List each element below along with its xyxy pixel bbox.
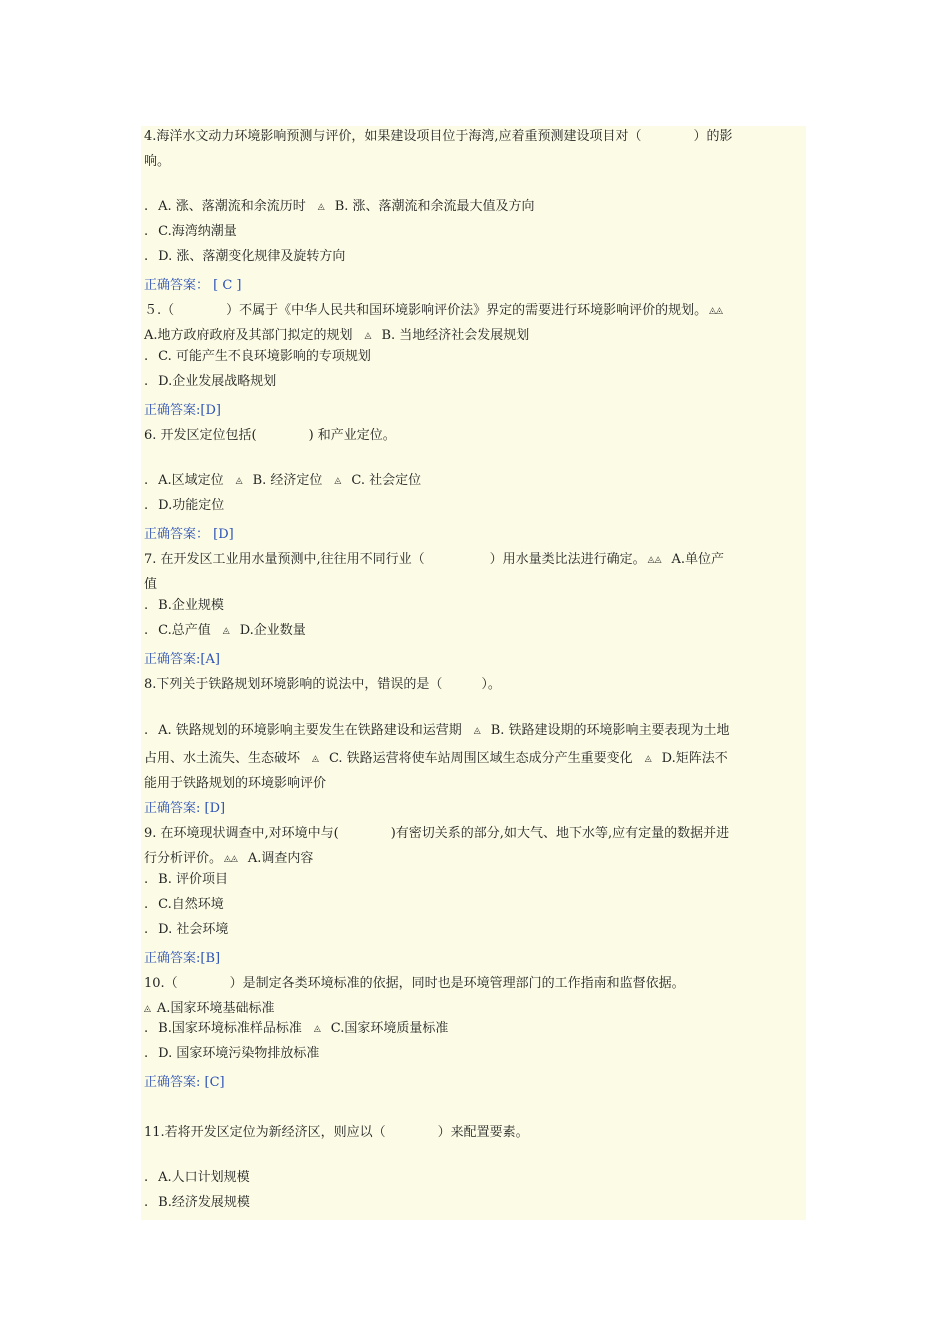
q7-option-a: A.单位产 — [671, 552, 725, 567]
q7-stem-row — [144, 551, 724, 569]
q11-option-a-row — [144, 1169, 250, 1187]
bullet: . — [144, 224, 149, 239]
q8-options-bcd — [144, 750, 728, 768]
q10-option-a: A.国家环境基础标准 — [156, 1001, 275, 1016]
q6-options-abc — [144, 472, 421, 490]
q5-stem: ５.（ ）不属于《中华人民共和国环境影响评价法》界定的需要进行环境影响评价的规划。 — [144, 303, 708, 318]
q5-answer: 正确答案:[D] — [144, 403, 221, 418]
q10-option-d-row — [144, 1045, 319, 1063]
q7-option-b: B.企业规模 — [158, 598, 224, 613]
q8-option-d-cont: 能用于铁路规划的环境影响评价 — [144, 776, 327, 791]
q7-options-cd — [144, 622, 306, 640]
q10-option-b: B.国家环境标准样品标准 — [158, 1021, 302, 1036]
q7-stem-cont: 值 — [144, 577, 158, 592]
q4-option-b: B. 涨、落潮流和余流最大值及方向 — [334, 199, 535, 214]
q4-option-c: C.海湾纳潮量 — [158, 224, 237, 239]
q11-option-a: A.人口计划规模 — [158, 1170, 250, 1185]
marker-icon: ◬ — [144, 1004, 151, 1014]
marker-icon: ◬ — [317, 202, 325, 212]
bullet: . — [144, 872, 149, 887]
q10-option-d: D. 国家环境污染物排放标准 — [158, 1046, 320, 1061]
q4-stem: 4.海洋水文动力环境影响预测与评价，如果建设项目位于海湾,应着重预测建设项目对（ ）的影 — [144, 129, 733, 144]
q6-stem: 6. 开发区定位包括( ) 和产业定位。 — [144, 428, 396, 443]
q5-option-d: D.企业发展战略规划 — [158, 374, 277, 389]
marker-icon: ◬◬ — [647, 555, 662, 565]
bullet: . — [144, 1021, 149, 1036]
bullet: . — [144, 922, 149, 937]
q8-option-c: C. 铁路运营将使车站周围区域生态成分产生重要变化 — [328, 751, 633, 766]
marker-icon: ◬ — [473, 726, 481, 736]
bullet: . — [144, 374, 149, 389]
bullet: . — [144, 1046, 149, 1061]
bullet: . — [144, 249, 149, 264]
q8-stem: 8.下列关于铁路规划环境影响的说法中，错误的是（ ）。 — [144, 677, 501, 692]
q5-option-a: A.地方政府政府及其部门拟定的规划 — [144, 328, 353, 343]
marker-icon: ◬ — [334, 476, 342, 486]
q11-stem: 11.若将开发区定位为新经济区，则应以（ ）来配置要素。 — [144, 1125, 529, 1140]
q7-stem: 7. 在开发区工业用水量预测中,往往用不同行业（ ）用水量类比法进行确定。 — [144, 552, 646, 567]
q9-option-b: B. 评价项目 — [158, 872, 228, 887]
q8-answer: 正确答案: [D] — [144, 801, 226, 816]
q5-option-d-row — [144, 373, 276, 391]
q9-stem: 9. 在环境现状调查中,对环境中与( )有密切关系的部分,如大气、地下水等,应有定量的数据并进 — [144, 826, 730, 841]
q11-option-b-row — [144, 1194, 250, 1212]
bullet: . — [144, 349, 149, 364]
q6-option-d-row — [144, 497, 224, 515]
marker-icon: ◬ — [364, 331, 372, 341]
bullet: . — [144, 897, 149, 912]
q10-option-c: C.国家环境质量标准 — [330, 1021, 449, 1036]
bullet: . — [144, 473, 149, 488]
q6-option-d: D.功能定位 — [158, 498, 225, 513]
q9-stem-cont-row — [144, 850, 313, 868]
q9-option-d: D. 社会环境 — [158, 922, 229, 937]
marker-icon: ◬ — [235, 476, 243, 486]
q5-option-c-row — [144, 348, 371, 366]
q9-answer: 正确答案:[B] — [144, 951, 221, 966]
q9-stem-cont: 行分析评价。 — [144, 851, 223, 866]
q6-option-c: C. 社会定位 — [351, 473, 422, 488]
marker-icon: ◬ — [222, 626, 230, 636]
q9-option-c: C.自然环境 — [158, 897, 224, 912]
q7-option-c: C.总产值 — [158, 623, 211, 638]
q4-option-d: D. 涨、落潮变化规律及旋转方向 — [158, 249, 346, 264]
q5-option-b: B. 当地经济社会发展规划 — [381, 328, 530, 343]
q7-answer: 正确答案:[A] — [144, 652, 220, 667]
marker-icon: ◬◬ — [709, 306, 723, 316]
marker-icon: ◬ — [644, 754, 652, 764]
marker-icon: ◬ — [313, 1024, 321, 1034]
q6-option-b: B. 经济定位 — [252, 473, 323, 488]
q10-option-a-row — [144, 1000, 274, 1018]
q5-stem-row — [144, 302, 733, 320]
q7-option-b-row — [144, 597, 224, 615]
q8-option-b-cont: 占用、水土流失、生态破坏 — [144, 751, 301, 766]
q5-option-c: C. 可能产生不良环境影响的专项规划 — [158, 349, 371, 364]
q4-options-ab — [144, 198, 535, 216]
q4-stem-cont: 响。 — [144, 154, 171, 169]
q8-option-b: B. 铁路建设期的环境影响主要表现为土地 — [490, 723, 730, 738]
bullet: . — [144, 723, 149, 738]
q4-answer: 正确答案： [ C ] — [144, 278, 242, 293]
q10-answer: 正确答案: [C] — [144, 1075, 225, 1090]
q4-option-a: A. 涨、落潮流和余流历时 — [158, 199, 306, 214]
marker-icon: ◬◬ — [224, 854, 238, 864]
q8-option-d: D.矩阵法不 — [661, 751, 728, 766]
q9-option-c-row — [144, 896, 224, 914]
q10-stem: 10.（ ）是制定各类环境标准的依据，同时也是环境管理部门的工作指南和监督依据。 — [144, 976, 685, 991]
q4-options-c-row — [144, 223, 237, 241]
q8-options-ab — [144, 722, 730, 740]
q6-option-a: A.区域定位 — [158, 473, 224, 488]
bullet: . — [144, 1195, 149, 1210]
bullet: . — [144, 623, 149, 638]
q5-options-ab — [144, 327, 529, 345]
q6-answer: 正确答案： [D] — [144, 527, 234, 542]
q4-options-d-row — [144, 248, 345, 266]
q11-option-b: B.经济发展规模 — [158, 1195, 250, 1210]
bullet: . — [144, 1170, 149, 1185]
q9-option-a: A.调查内容 — [247, 851, 314, 866]
marker-icon: ◬ — [312, 754, 319, 764]
bullet: . — [144, 498, 149, 513]
bullet: . — [144, 598, 149, 613]
q7-option-d: D.企业数量 — [239, 623, 306, 638]
bullet: . — [144, 199, 149, 214]
q10-options-bc — [144, 1020, 448, 1038]
q9-option-d-row — [144, 921, 228, 939]
q8-option-a: A. 铁路规划的环境影响主要发生在铁路建设和运营期 — [158, 723, 462, 738]
q9-option-b-row — [144, 871, 228, 889]
